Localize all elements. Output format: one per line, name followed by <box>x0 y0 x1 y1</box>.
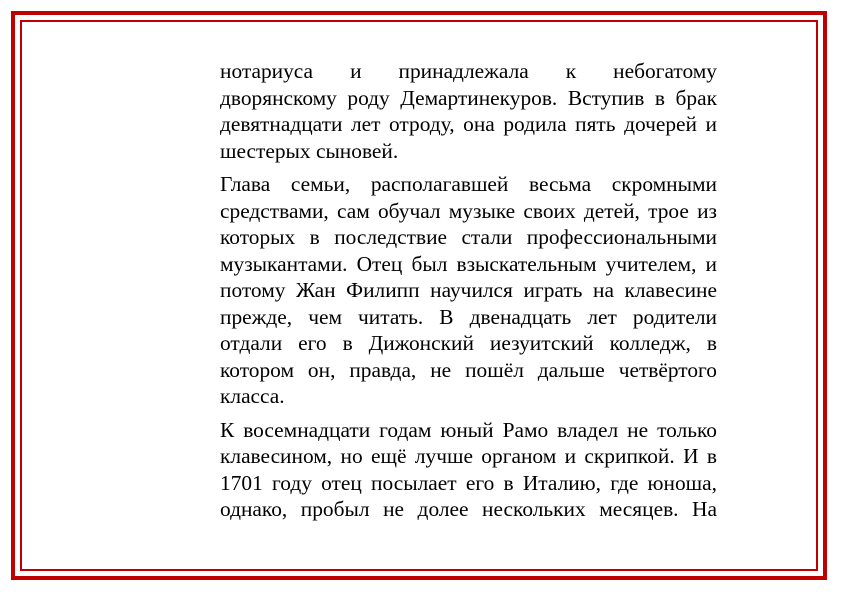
text-line: клавесином, но ещё лучше органом и скрипкой. И в <box>220 444 717 468</box>
body-text <box>220 58 717 530</box>
paragraph-3 <box>220 417 717 523</box>
text-line: Глава семьи, располагавшей весьма скромными <box>220 172 717 196</box>
text-line: потому Жан Филипп научился играть на клавесине <box>220 278 717 302</box>
text-line: шестерых сыновей. <box>220 138 399 163</box>
text-line: класса. <box>220 384 285 408</box>
text-line: котором он, правда, не пошёл дальше четвёртого <box>220 357 717 382</box>
text-line: нотариуса и принадлежала к небогатому <box>220 59 717 83</box>
text-line: прежде, чем читать. В двенадцать лет родители <box>220 304 717 329</box>
paragraph-2 <box>220 171 717 410</box>
text-line: К восемнадцати годам юный Рамо владел не только <box>220 417 717 442</box>
text-line: однако, пробыл не долее нескольких месяцев. На <box>220 497 717 521</box>
paragraph-1 <box>220 58 717 164</box>
text-line: средствами, сам обучал музыке своих детей, трое из <box>220 198 717 223</box>
text-line: отдали его в Дижонский иезуитский колледж, в <box>220 331 717 355</box>
text-line: дворянскому роду Демартинекуров. Вступив в брак <box>220 85 717 110</box>
text-line: которых в последствие стали профессиональными <box>220 225 717 249</box>
text-line: девятнадцати лет отроду, она родила пять дочерей и <box>220 112 717 136</box>
text-line: музыкантами. Отец был взыскательным учителем, и <box>220 251 717 276</box>
text-line: 1701 году отец посылает его в Италию, где юноша, <box>220 470 717 495</box>
